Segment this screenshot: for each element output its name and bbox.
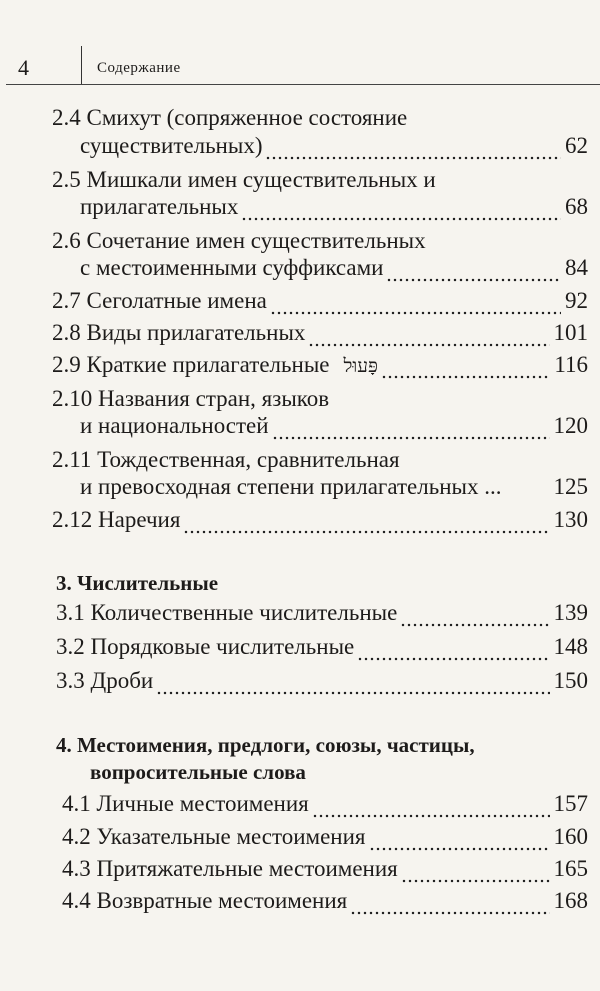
toc-page-number: 130 xyxy=(553,507,588,532)
dot-leader xyxy=(272,434,550,441)
toc-page-number: 62 xyxy=(565,133,588,158)
toc-entry-text: 2.8 Виды прилагательных xyxy=(52,320,306,345)
toc-entry-text: 3.1 Количественные числительные xyxy=(56,600,398,625)
toc-entry-2-11[interactable] xyxy=(80,472,588,502)
toc-entry-2-4-title[interactable]: 2.4 Смихут (сопряженное состояние xyxy=(52,105,408,130)
toc-entry-2-12[interactable] xyxy=(52,505,588,535)
toc-page-number: 150 xyxy=(553,668,588,693)
dot-leader xyxy=(386,276,561,283)
dot-leader xyxy=(357,655,549,662)
toc-entry-text: 4.3 Притяжательные местоимения xyxy=(62,856,398,881)
section-heading-4-cont: вопросительные слова xyxy=(90,760,306,784)
toc-entry-4-2[interactable] xyxy=(62,822,588,852)
toc-entry-text: и национальностей xyxy=(80,413,269,438)
toc-entry-3-2[interactable] xyxy=(56,632,588,662)
toc-page-number: 148 xyxy=(553,634,588,659)
toc-page-number: 125 xyxy=(553,474,588,499)
toc-page-number: 84 xyxy=(565,255,588,280)
dot-leader xyxy=(265,154,561,161)
toc-entry-text: 4.2 Указательные местоимения xyxy=(62,824,366,849)
dot-leader xyxy=(400,621,549,628)
header-title: Содержание xyxy=(97,60,181,76)
toc-page-number: 168 xyxy=(553,888,588,913)
toc-page-number: 116 xyxy=(554,352,588,377)
toc-entry-text: 2.12 Наречия xyxy=(52,507,181,532)
toc-page-number: 160 xyxy=(553,824,588,849)
toc-entry-text: прилагательных xyxy=(80,194,239,219)
toc-entry-text: 3.3 Дроби xyxy=(56,668,154,693)
toc-entry-text: существительных) xyxy=(80,133,263,158)
toc-entry-4-4[interactable] xyxy=(62,886,588,916)
toc-entry-2-4[interactable] xyxy=(80,131,588,161)
section-heading-4: 4. Местоимения, предлоги, союзы, частицы, xyxy=(56,733,475,757)
toc-page-number: 165 xyxy=(553,856,588,881)
toc-entry-text: и превосходная степени прилагательных ... xyxy=(80,474,502,499)
toc-entry-text: 2.9 Краткие прилагательные xyxy=(52,352,330,377)
dot-leader xyxy=(401,877,550,884)
toc-entry-3-1[interactable] xyxy=(56,598,588,628)
toc-page-number: 139 xyxy=(553,600,588,625)
toc-entry-2-6[interactable] xyxy=(80,253,588,283)
toc-entry-2-8[interactable] xyxy=(52,318,588,348)
dot-leader xyxy=(350,909,549,916)
toc-page-number: 92 xyxy=(565,288,588,313)
toc-entry-4-3[interactable] xyxy=(62,854,588,884)
toc-entry-text: 2.7 Сеголатные имена xyxy=(52,288,267,313)
dot-leader xyxy=(381,373,550,380)
toc-entry-text: с местоименными суффиксами xyxy=(80,255,384,280)
toc-entry-2-6-title[interactable]: 2.6 Сочетание имен существительных xyxy=(52,228,426,253)
toc-entry-2-9[interactable] xyxy=(52,350,588,380)
toc-page-number: 120 xyxy=(553,413,588,438)
toc-page-number: 157 xyxy=(553,791,588,816)
page-number: 4 xyxy=(18,55,29,80)
toc-entry-text: 3.2 Порядковые числительные xyxy=(56,634,355,659)
section-heading-3: 3. Числительные xyxy=(56,571,219,595)
toc-entry-text: 4.4 Возвратные местоимения xyxy=(62,888,348,913)
dot-leader xyxy=(183,528,549,535)
dot-leader xyxy=(156,689,549,696)
toc-page-number: 101 xyxy=(553,320,588,345)
dot-leader xyxy=(241,215,561,222)
hebrew-term: פָּעוּל xyxy=(343,355,378,377)
toc-entry-2-10-title[interactable]: 2.10 Названия стран, языков xyxy=(52,386,330,411)
toc-entry-text: 4.1 Личные местоимения xyxy=(62,791,309,816)
dot-leader xyxy=(312,812,550,819)
toc-page-number: 68 xyxy=(565,194,588,219)
toc-entry-3-3[interactable] xyxy=(56,666,588,696)
toc-entry-2-5[interactable] xyxy=(80,192,588,222)
toc-entry-2-11-title[interactable]: 2.11 Тождественная, сравнительная xyxy=(52,447,400,472)
toc-entry-2-7[interactable] xyxy=(52,286,588,316)
dot-leader xyxy=(369,845,550,852)
dot-leader xyxy=(308,341,549,348)
toc-entry-2-10[interactable] xyxy=(80,411,588,441)
toc-entry-4-1[interactable] xyxy=(62,789,588,819)
dot-leader xyxy=(270,309,561,316)
toc-entry-2-5-title[interactable]: 2.5 Мишкали имен существительных и xyxy=(52,167,436,192)
